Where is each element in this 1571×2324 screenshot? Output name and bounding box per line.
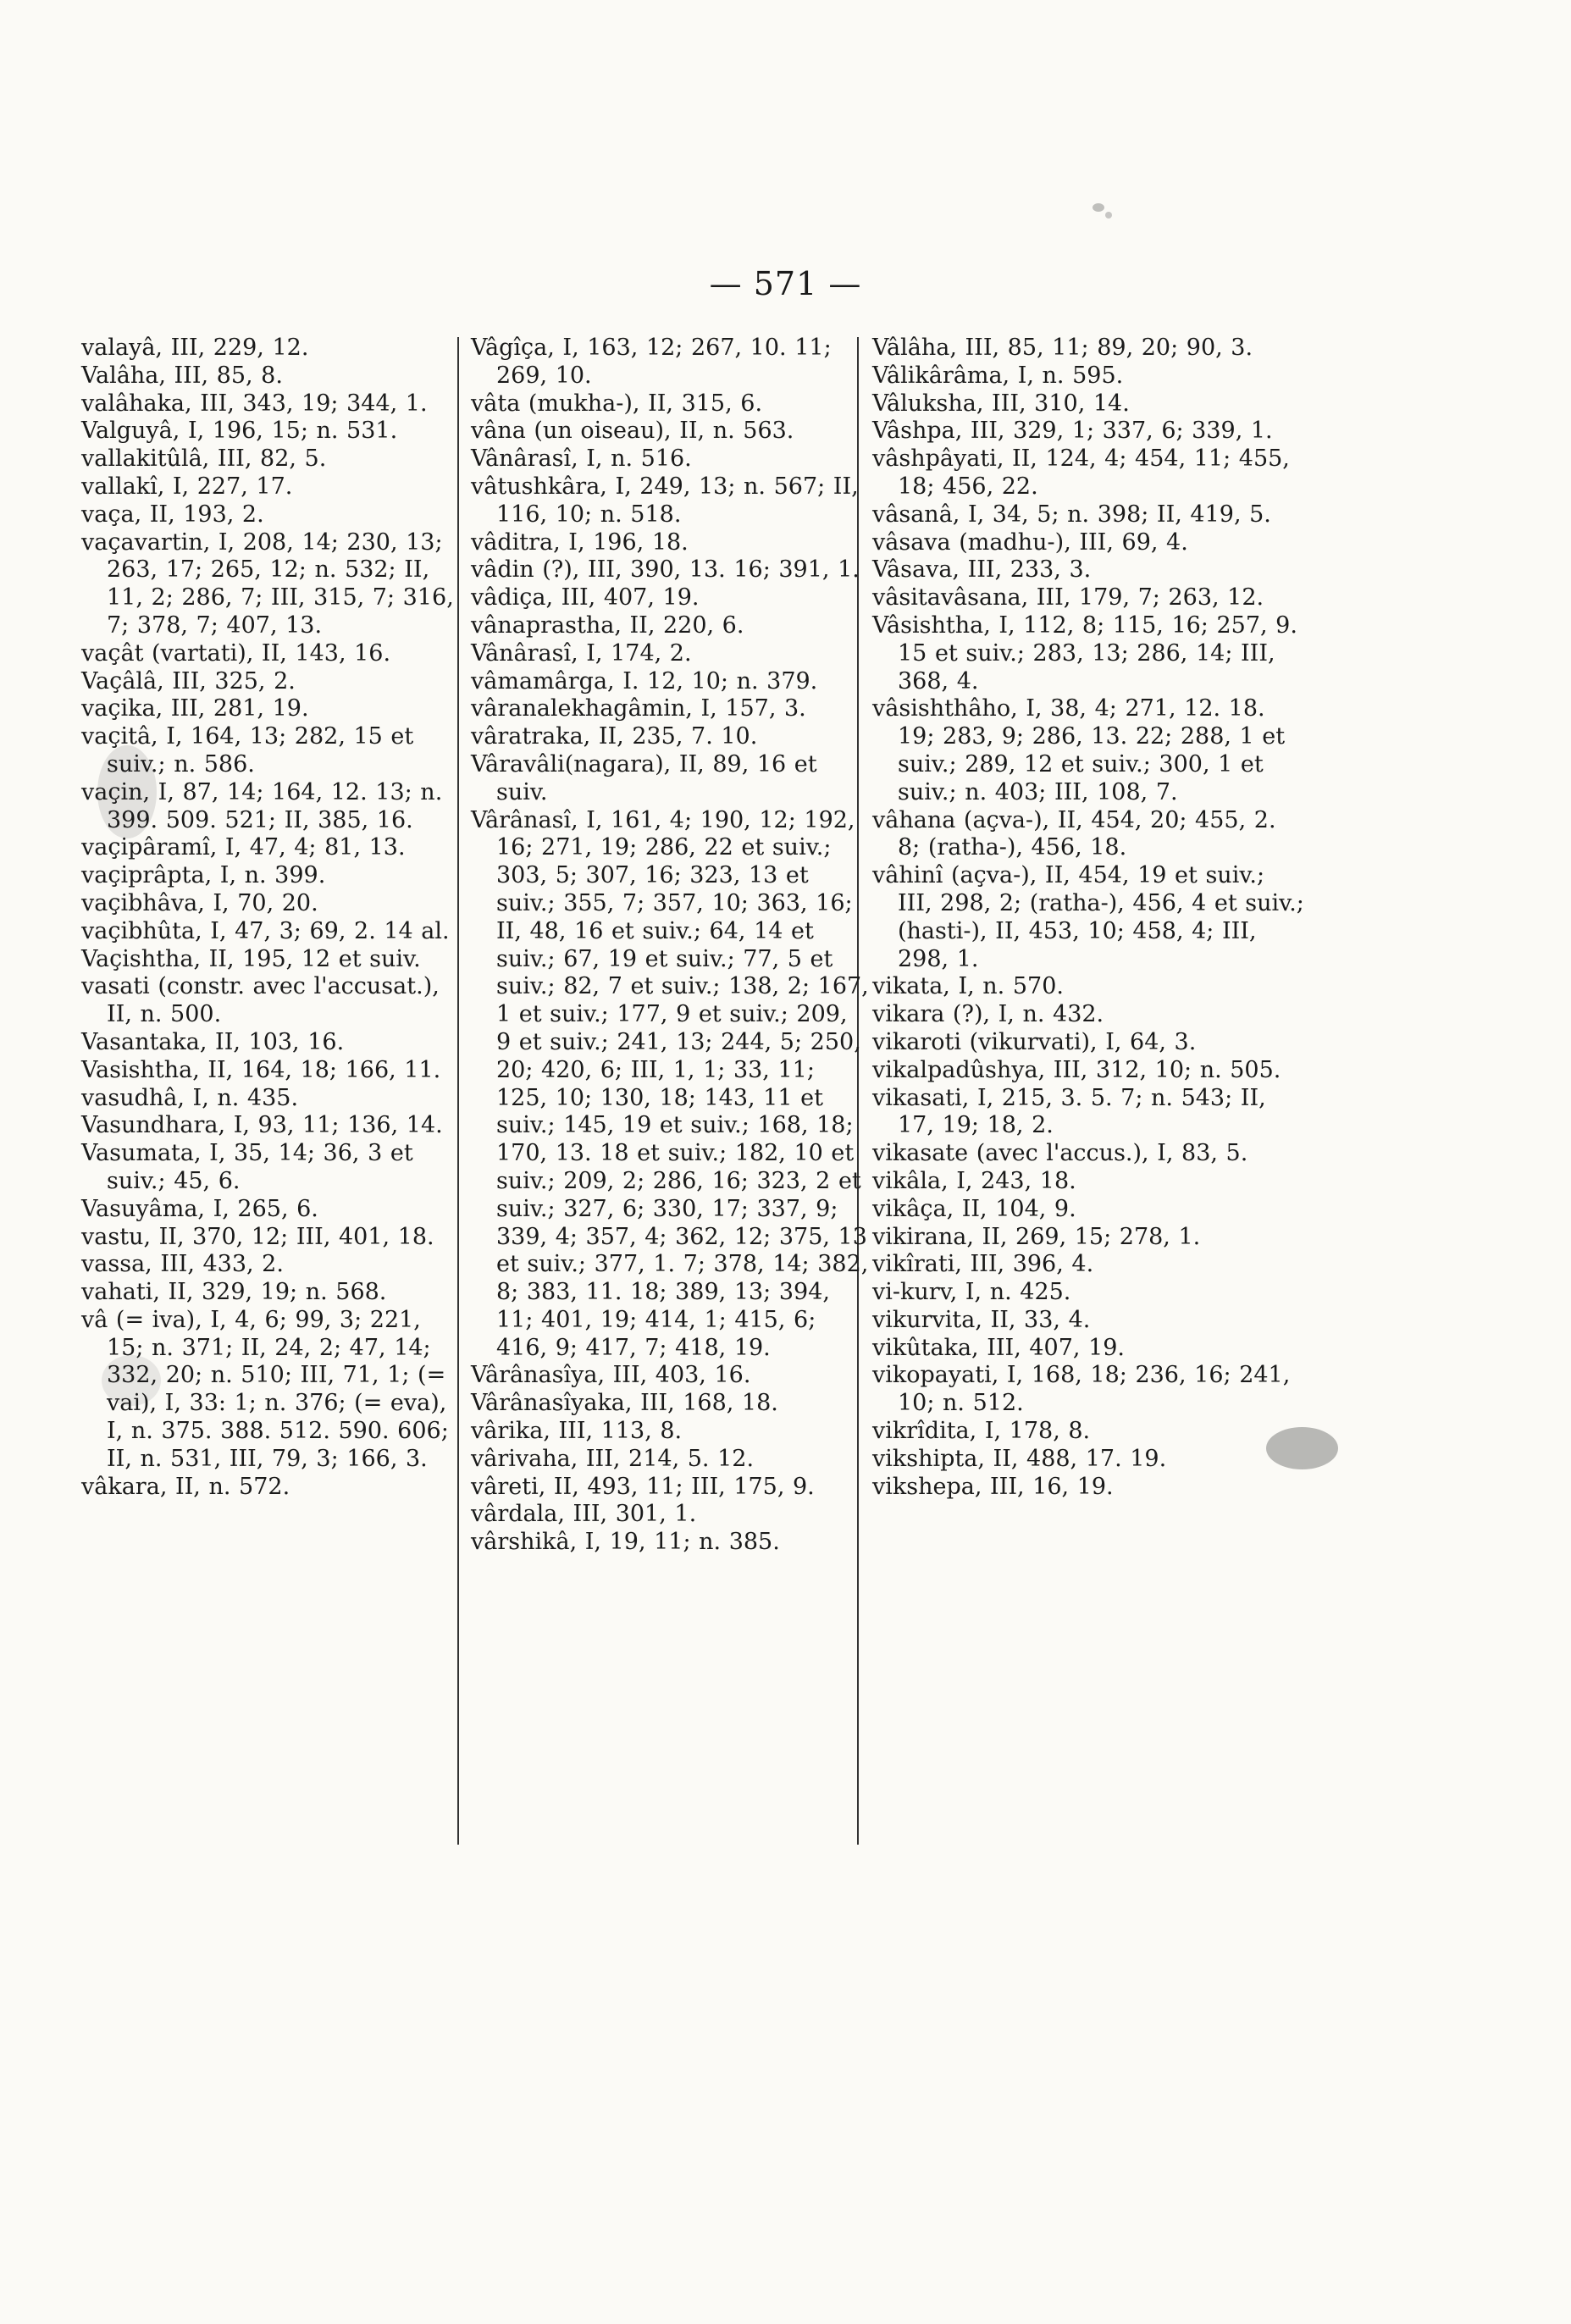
index-entry: vikshipta, II, 488, 17. 19. [872, 1445, 1167, 1472]
index-entry: vasati (constr. avec l'accusat.), II, n. 500. [81, 973, 440, 1028]
index-entry: Vâshpa, III, 329, 1; 337, 6; 339, 1. [872, 418, 1273, 445]
index-entry: Vasumata, I, 35, 14; 36, 3 et suiv.; 45, 6. [81, 1140, 413, 1194]
index-entry: vikurvita, II, 33, 4. [872, 1306, 1091, 1333]
index-entry: vi-kurv, I, n. 425. [872, 1279, 1071, 1306]
index-entry: vâta (mukha-), II, 315, 6. [471, 390, 763, 417]
index-entry: Vânârasî, I, n. 516. [471, 445, 692, 473]
index-entry: vikshepa, III, 16, 19. [872, 1473, 1114, 1500]
index-entry: Vaçishtha, II, 195, 12 et suiv. [81, 945, 421, 972]
index-entry: vikûtaka, III, 407, 19. [872, 1334, 1126, 1361]
index-entry: vikâça, II, 104, 9. [872, 1195, 1076, 1222]
index-entry: Vâlikârâma, I, n. 595. [872, 362, 1124, 389]
index-entry: vikata, I, n. 570. [872, 973, 1064, 1000]
index-entry: vallakitûlâ, III, 82, 5. [81, 445, 327, 473]
index-entry: Vâgîça, I, 163, 12; 267, 10. 11; 269, 10. [471, 335, 832, 389]
index-entry: vaçibhûta, I, 47, 3; 69, 2. 14 al. [81, 917, 450, 944]
index-entry: vaçibhâva, I, 70, 20. [81, 889, 318, 916]
index-entry: vâna (un oiseau), II, n. 563. [471, 418, 794, 445]
index-entry: vâdin (?), III, 390, 13. 16; 391, 1. [471, 556, 860, 584]
index-entry: vaçât (vartati), II, 143, 16. [81, 639, 391, 667]
index-entry: vasudhâ, I, n. 435. [81, 1084, 299, 1111]
index-entry: vâranalekhagâmin, I, 157, 3. [471, 695, 806, 722]
index-entry: vâreti, II, 493, 11; III, 175, 9. [471, 1473, 815, 1500]
index-entry: vaça, II, 193, 2. [81, 501, 264, 528]
index-entry: vâsava (madhu-), III, 69, 4. [872, 528, 1188, 556]
index-entry: vastu, II, 370, 12; III, 401, 18. [81, 1223, 434, 1250]
index-entry: vikasati, I, 215, 3. 5. 7; n. 543; II, 17, 19; 18, 2. [872, 1084, 1266, 1139]
index-entry: vikopayati, I, 168, 18; 236, 16; 241, 10; n. 512. [872, 1362, 1291, 1417]
index-entry: vikîrati, III, 396, 4. [872, 1251, 1094, 1278]
index-entry: vaçika, III, 281, 19. [81, 695, 309, 722]
index-entry: vikalpadûshya, III, 312, 10; n. 505. [872, 1056, 1281, 1083]
index-entry: Vasundhara, I, 93, 11; 136, 14. [81, 1112, 443, 1139]
index-entry: vâtushkâra, I, 249, 13; n. 567; II, 116, 10; n. 518. [471, 473, 859, 528]
index-entry: vikirana, II, 269, 15; 278, 1. [872, 1223, 1201, 1250]
index-entry: Valâha, III, 85, 8. [81, 362, 283, 389]
column-rule [457, 337, 459, 1845]
index-entry: Vâsishtha, I, 112, 8; 115, 16; 257, 9. 15 et suiv.; 283, 13; 286, 14; III, 368, 4. [872, 611, 1297, 694]
index-entry: vâsishthâho, I, 38, 4; 271, 12. 18. 19; 283, 9; 286, 13. 22; 288, 1 et suiv.; 289, 12 et suiv.; 300, 1 et suiv.; n. 403; III, 108, 7. [872, 695, 1286, 805]
index-entry: vâratraka, II, 235, 7. 10. [471, 723, 758, 750]
index-entry: Vasantaka, II, 103, 16. [81, 1028, 345, 1055]
index-entry: vâmamârga, I. 12, 10; n. 379. [471, 667, 818, 694]
index-entry: vâsitavâsana, III, 179, 7; 263, 12. [872, 584, 1264, 611]
index-entry: Vasuyâma, I, 265, 6. [81, 1195, 318, 1222]
index-entry: vârshikâ, I, 19, 11; n. 385. [471, 1529, 780, 1556]
index-column-1 [81, 335, 454, 1501]
index-entry: vârika, III, 113, 8. [471, 1418, 683, 1445]
index-entry: valâhaka, III, 343, 19; 344, 1. [81, 390, 428, 417]
index-entry: vahati, II, 329, 19; n. 568. [81, 1279, 387, 1306]
index-entry: vassa, III, 433, 2. [81, 1251, 284, 1278]
index-entry: Vârânasîyaka, III, 168, 18. [471, 1390, 778, 1417]
index-entry: vikrîdita, I, 178, 8. [872, 1418, 1091, 1445]
index-entry: Vânârasî, I, 174, 2. [471, 639, 692, 667]
index-entry: vaçin, I, 87, 14; 164, 12. 13; n. 399. 509. 521; II, 385, 16. [81, 778, 443, 833]
index-entry: vârivaha, III, 214, 5. 12. [471, 1445, 755, 1472]
page-number: — 571 — [709, 265, 862, 302]
index-entry: vaçiprâpta, I, n. 399. [81, 862, 326, 889]
index-entry: vânaprastha, II, 220, 6. [471, 611, 744, 639]
index-entry: vikâla, I, 243, 18. [872, 1167, 1076, 1194]
index-column-3 [872, 335, 1304, 1501]
index-entry: Vârânasî, I, 161, 4; 190, 12; 192, 16; 271, 19; 286, 22 et suiv.; 303, 5; 307, 16; 323, 13 et suiv.; 355, 7; 357, 10; 363, 16; II, 48, 16 et suiv.; 64, 14 et suiv.; 67, 19 et suiv.; 77, 5 et suiv.; 82, 7 et suiv.; 138, 2; 167, 1 et suiv.; 177, 9 et suiv.; 209, 9 et suiv.; 241, 13; 244, 5; 250, 20; 420, 6; III, 1, 1; 33, 11; 125, 10; 130, 18; 143, 11 et suiv.; 145, 19 et suiv.; 168, 18; 170, 13. 18 et suiv.; 182, 10 et suiv.; 209, 2; 286, 16; 323, 2 et suiv.; 327, 6; 330, 17; 337, 9; 339, 4; 357, 4; 362, 12; 375, 13 et suiv.; 377, 1. 7; 378, 14; 382, 8; 383, 11. 18; 389, 13; 394, 11; 401, 19; 414, 1; 415, 6; 416, 9; 417, 7; 418, 19. [471, 806, 869, 1361]
index-entry: Vâlâha, III, 85, 11; 89, 20; 90, 3. [872, 335, 1253, 361]
index-entry: Vaçâlâ, III, 325, 2. [81, 667, 296, 694]
index-entry: vâdiça, III, 407, 19. [471, 584, 700, 611]
index-entry: vikaroti (vikurvati), I, 64, 3. [872, 1028, 1197, 1055]
scan-speck [1093, 203, 1104, 212]
index-entry: vaçavartin, I, 208, 14; 230, 13; 263, 17; 265, 12; n. 532; II, 11, 2; 286, 7; III, 315, 7; 316, 7; 378, 7; 407, 13. [81, 528, 454, 639]
index-entry: vârdala, III, 301, 1. [471, 1501, 697, 1528]
index-entry: Vâluksha, III, 310, 14. [872, 390, 1130, 417]
index-entry: valayâ, III, 229, 12. [81, 335, 309, 361]
index-entry: vâhinî (açva-), II, 454, 19 et suiv.; III, 298, 2; (ratha-), 456, 4 et suiv.; (hasti-), II, 453, 10; 458, 4; III, 298, 1. [872, 862, 1304, 972]
index-entry: vaçipâramî, I, 47, 4; 81, 13. [81, 834, 406, 861]
index-entry: Vasishtha, II, 164, 18; 166, 11. [81, 1056, 441, 1083]
index-entry: vaçitâ, I, 164, 13; 282, 15 et suiv.; n. 586. [81, 723, 414, 777]
index-entry: vâshpâyati, II, 124, 4; 454, 11; 455, 18; 456, 22. [872, 445, 1290, 500]
index-entry: vâditra, I, 196, 18. [471, 528, 689, 556]
index-entry: Vârânasîya, III, 403, 16. [471, 1362, 751, 1389]
scan-speck [1105, 212, 1112, 219]
index-entry: Vâravâli(nagara), II, 89, 16 et suiv. [471, 750, 817, 805]
index-entry: vikara (?), I, n. 432. [872, 1001, 1104, 1028]
index-entry: Vâsava, III, 233, 3. [872, 556, 1092, 584]
index-entry: Valguyâ, I, 196, 15; n. 531. [81, 418, 398, 445]
index-entry: vikasate (avec l'accus.), I, 83, 5. [872, 1140, 1248, 1167]
index-entry: vâ (= iva), I, 4, 6; 99, 3; 221, 15; n. 371; II, 24, 2; 47, 14; 332, 20; n. 510; III, 71, 1; (= vai), I, 33: 1; n. 376; (= eva), I, n. 375. 388. 512. 590. 606; II, n. 531, III, 79, 3; 166, 3. [81, 1306, 449, 1472]
index-column-2 [471, 335, 869, 1557]
index-entry: vâkara, II, n. 572. [81, 1473, 290, 1500]
index-entry: vâsanâ, I, 34, 5; n. 398; II, 419, 5. [872, 501, 1271, 528]
index-entry: vallakî, I, 227, 17. [81, 473, 293, 500]
index-entry: vâhana (açva-), II, 454, 20; 455, 2. 8; (ratha-), 456, 18. [872, 806, 1276, 861]
